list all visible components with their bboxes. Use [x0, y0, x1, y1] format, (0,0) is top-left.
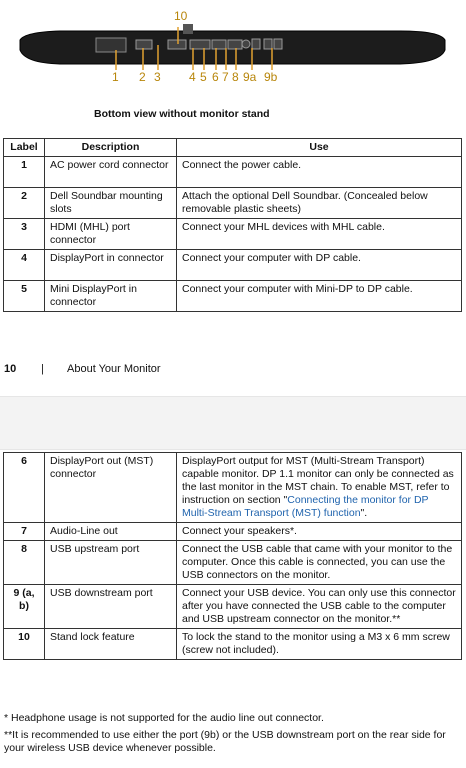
table-row: [4, 157, 462, 188]
callout-2: 2: [139, 70, 146, 84]
row-description: Dell Soundbar mounting slots: [45, 188, 177, 219]
connectors-table-1: [3, 138, 462, 312]
table-row: [4, 541, 462, 585]
callout-3: 3: [154, 70, 161, 84]
callout-10: 10: [174, 9, 188, 23]
table-row: [4, 188, 462, 219]
row-use: Connect your speakers*.: [177, 523, 462, 541]
table-row: [4, 585, 462, 629]
callout-5: 5: [200, 70, 207, 84]
footer-separator: |: [41, 363, 44, 375]
row-label: 5: [4, 281, 45, 312]
row-use: [177, 453, 462, 523]
row-label: 8: [4, 541, 45, 585]
table-row: [4, 250, 462, 281]
page-number: 10: [4, 363, 17, 375]
callout-6: 6: [212, 70, 219, 84]
row-description: USB downstream port: [45, 585, 177, 629]
table-row: [4, 219, 462, 250]
row-use: Connect your computer with DP cable.: [177, 250, 462, 281]
row-use: Connect the USB cable that came with your monitor to the computer. Once this cable is connected, you can use the USB connectors on the monitor.: [177, 541, 462, 585]
mst-section-link[interactable]: Connecting the monitor for DP Multi-Stream Transport (MST) function: [182, 494, 429, 519]
table-row: [4, 281, 462, 312]
row-description: AC power cord connector: [45, 157, 177, 188]
row-use-text-end: ".: [360, 507, 368, 519]
header-use: Use: [177, 139, 462, 157]
row-label: 9 (a, b): [4, 585, 45, 629]
row-label: 3: [4, 219, 45, 250]
page-break-gap: [0, 396, 466, 450]
row-description: Stand lock feature: [45, 629, 177, 660]
callout-8: 8: [232, 70, 239, 84]
table-row: [4, 523, 462, 541]
row-description: DisplayPort out (MST) connector: [45, 453, 177, 523]
callout-9b: 9b: [264, 70, 278, 84]
table-row: [4, 453, 462, 523]
row-label: 6: [4, 453, 45, 523]
row-label: 4: [4, 250, 45, 281]
row-description: USB upstream port: [45, 541, 177, 585]
row-use: Connect the power cable.: [177, 157, 462, 188]
footer-section-title: About Your Monitor: [67, 363, 161, 375]
page-footer: [4, 363, 304, 375]
row-use: Attach the optional Dell Soundbar. (Concealed below removable plastic sheets): [177, 188, 462, 219]
row-description: DisplayPort in connector: [45, 250, 177, 281]
table-header-row: [4, 139, 462, 157]
connectors-table-2: [3, 452, 462, 660]
figure-caption: Bottom view without monitor stand: [94, 108, 270, 120]
row-use-text: DisplayPort output for MST (Multi-Stream Transport) capable monitor. DP 1.1 monitor can only be connected as the last monitor in the MST chain. To enable MST, refer to instruction on section ": [182, 455, 454, 506]
header-label: Label: [4, 139, 45, 157]
row-description: Mini DisplayPort in connector: [45, 281, 177, 312]
row-label: 1: [4, 157, 45, 188]
row-use: Connect your MHL devices with MHL cable.: [177, 219, 462, 250]
row-use: Connect your USB device. You can only use this connector after you have connected the USB cable to the computer and USB upstream connector on the monitor.**: [177, 585, 462, 629]
monitor-bottom-view-figure: [0, 0, 466, 95]
row-use: Connect your computer with Mini-DP to DP cable.: [177, 281, 462, 312]
headphone-note: * Headphone usage is not supported for the audio line out connector.: [4, 712, 324, 724]
table-row: [4, 629, 462, 660]
callout-9a: 9a: [243, 70, 257, 84]
row-use: To lock the stand to the monitor using a M3 x 6 mm screw (screw not included).: [177, 629, 462, 660]
row-label: 2: [4, 188, 45, 219]
row-description: HDMI (MHL) port connector: [45, 219, 177, 250]
row-label: 10: [4, 629, 45, 660]
header-description: Description: [45, 139, 177, 157]
row-description: Audio-Line out: [45, 523, 177, 541]
callout-1: 1: [112, 70, 119, 84]
usb-note: **It is recommended to use either the port (9b) or the USB downstream port on the rear side for your wireless USB device whenever possible.: [4, 729, 446, 754]
callout-7: 7: [222, 70, 229, 84]
row-label: 7: [4, 523, 45, 541]
callout-4: 4: [189, 70, 196, 84]
